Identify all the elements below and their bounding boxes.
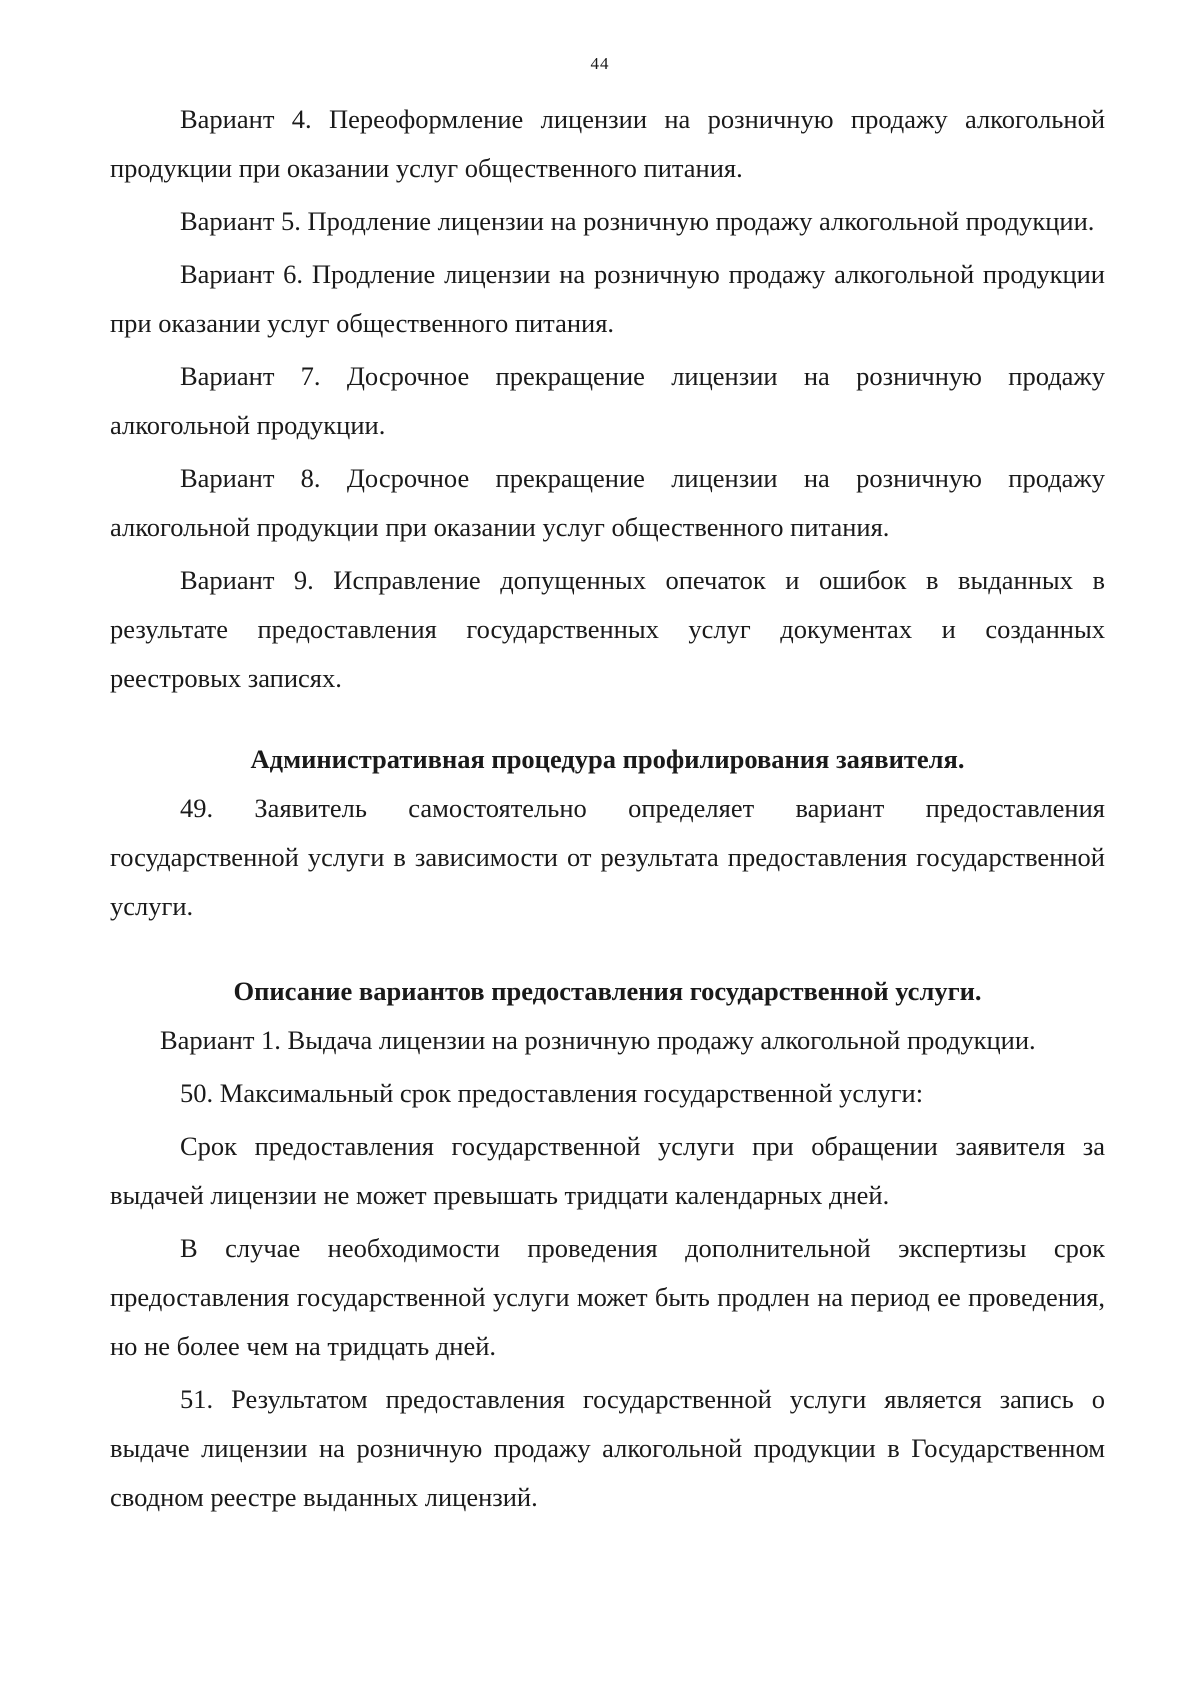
variant-6-paragraph: Вариант 6. Продление лицензии на розничную продажу алкогольной продукции при оказании услуг общественного питания. [110,259,1105,338]
description-heading: Описание вариантов предоставления государственной услуги. [233,976,982,1006]
page-number: 44 [590,54,610,73]
item-51-paragraph: 51. Результатом предоставления государственной услуги является запись о выдаче лицензии на розничную продажу алкогольной продукции в Государственном сводном реестре выданных лицензий. [110,1384,1105,1512]
variant-1-paragraph: Вариант 1. Выдача лицензии на розничную продажу алкогольной продукции. [160,1025,1036,1055]
document-body [110,95,1105,1522]
item-50-paragraph: 50. Максимальный срок предоставления государственной услуги: [180,1078,924,1108]
profiling-heading: Административная процедура профилирования заявителя. [250,744,965,774]
variant-9-paragraph: Вариант 9. Исправление допущенных опечаток и ошибок в выданных в результате предоставления государственных услуг документах и созданных реестровых записях. [110,565,1105,693]
item-49-paragraph: 49. Заявитель самостоятельно определяет вариант предоставления государственной услуги в зависимости от результата предоставления государственной услуги. [110,793,1105,921]
variant-8-paragraph: Вариант 8. Досрочное прекращение лицензии на розничную продажу алкогольной продукции при оказании услуг общественного питания. [110,463,1105,542]
variant-5-paragraph: Вариант 5. Продление лицензии на розничную продажу алкогольной продукции. [180,206,1095,236]
variant-4-paragraph: Вариант 4. Переоформление лицензии на розничную продажу алкогольной продукции при оказании услуг общественного питания. [110,104,1105,183]
variant-7-paragraph: Вариант 7. Досрочное прекращение лицензии на розничную продажу алкогольной продукции. [110,361,1105,440]
extension-paragraph: В случае необходимости проведения дополнительной экспертизы срок предоставления государственной услуги может быть продлен на период ее проведения, но не более чем на тридцать дней. [110,1233,1105,1361]
term-paragraph: Срок предоставления государственной услуги при обращении заявителя за выдачей лицензии не может превышать тридцати календарных дней. [110,1131,1105,1210]
